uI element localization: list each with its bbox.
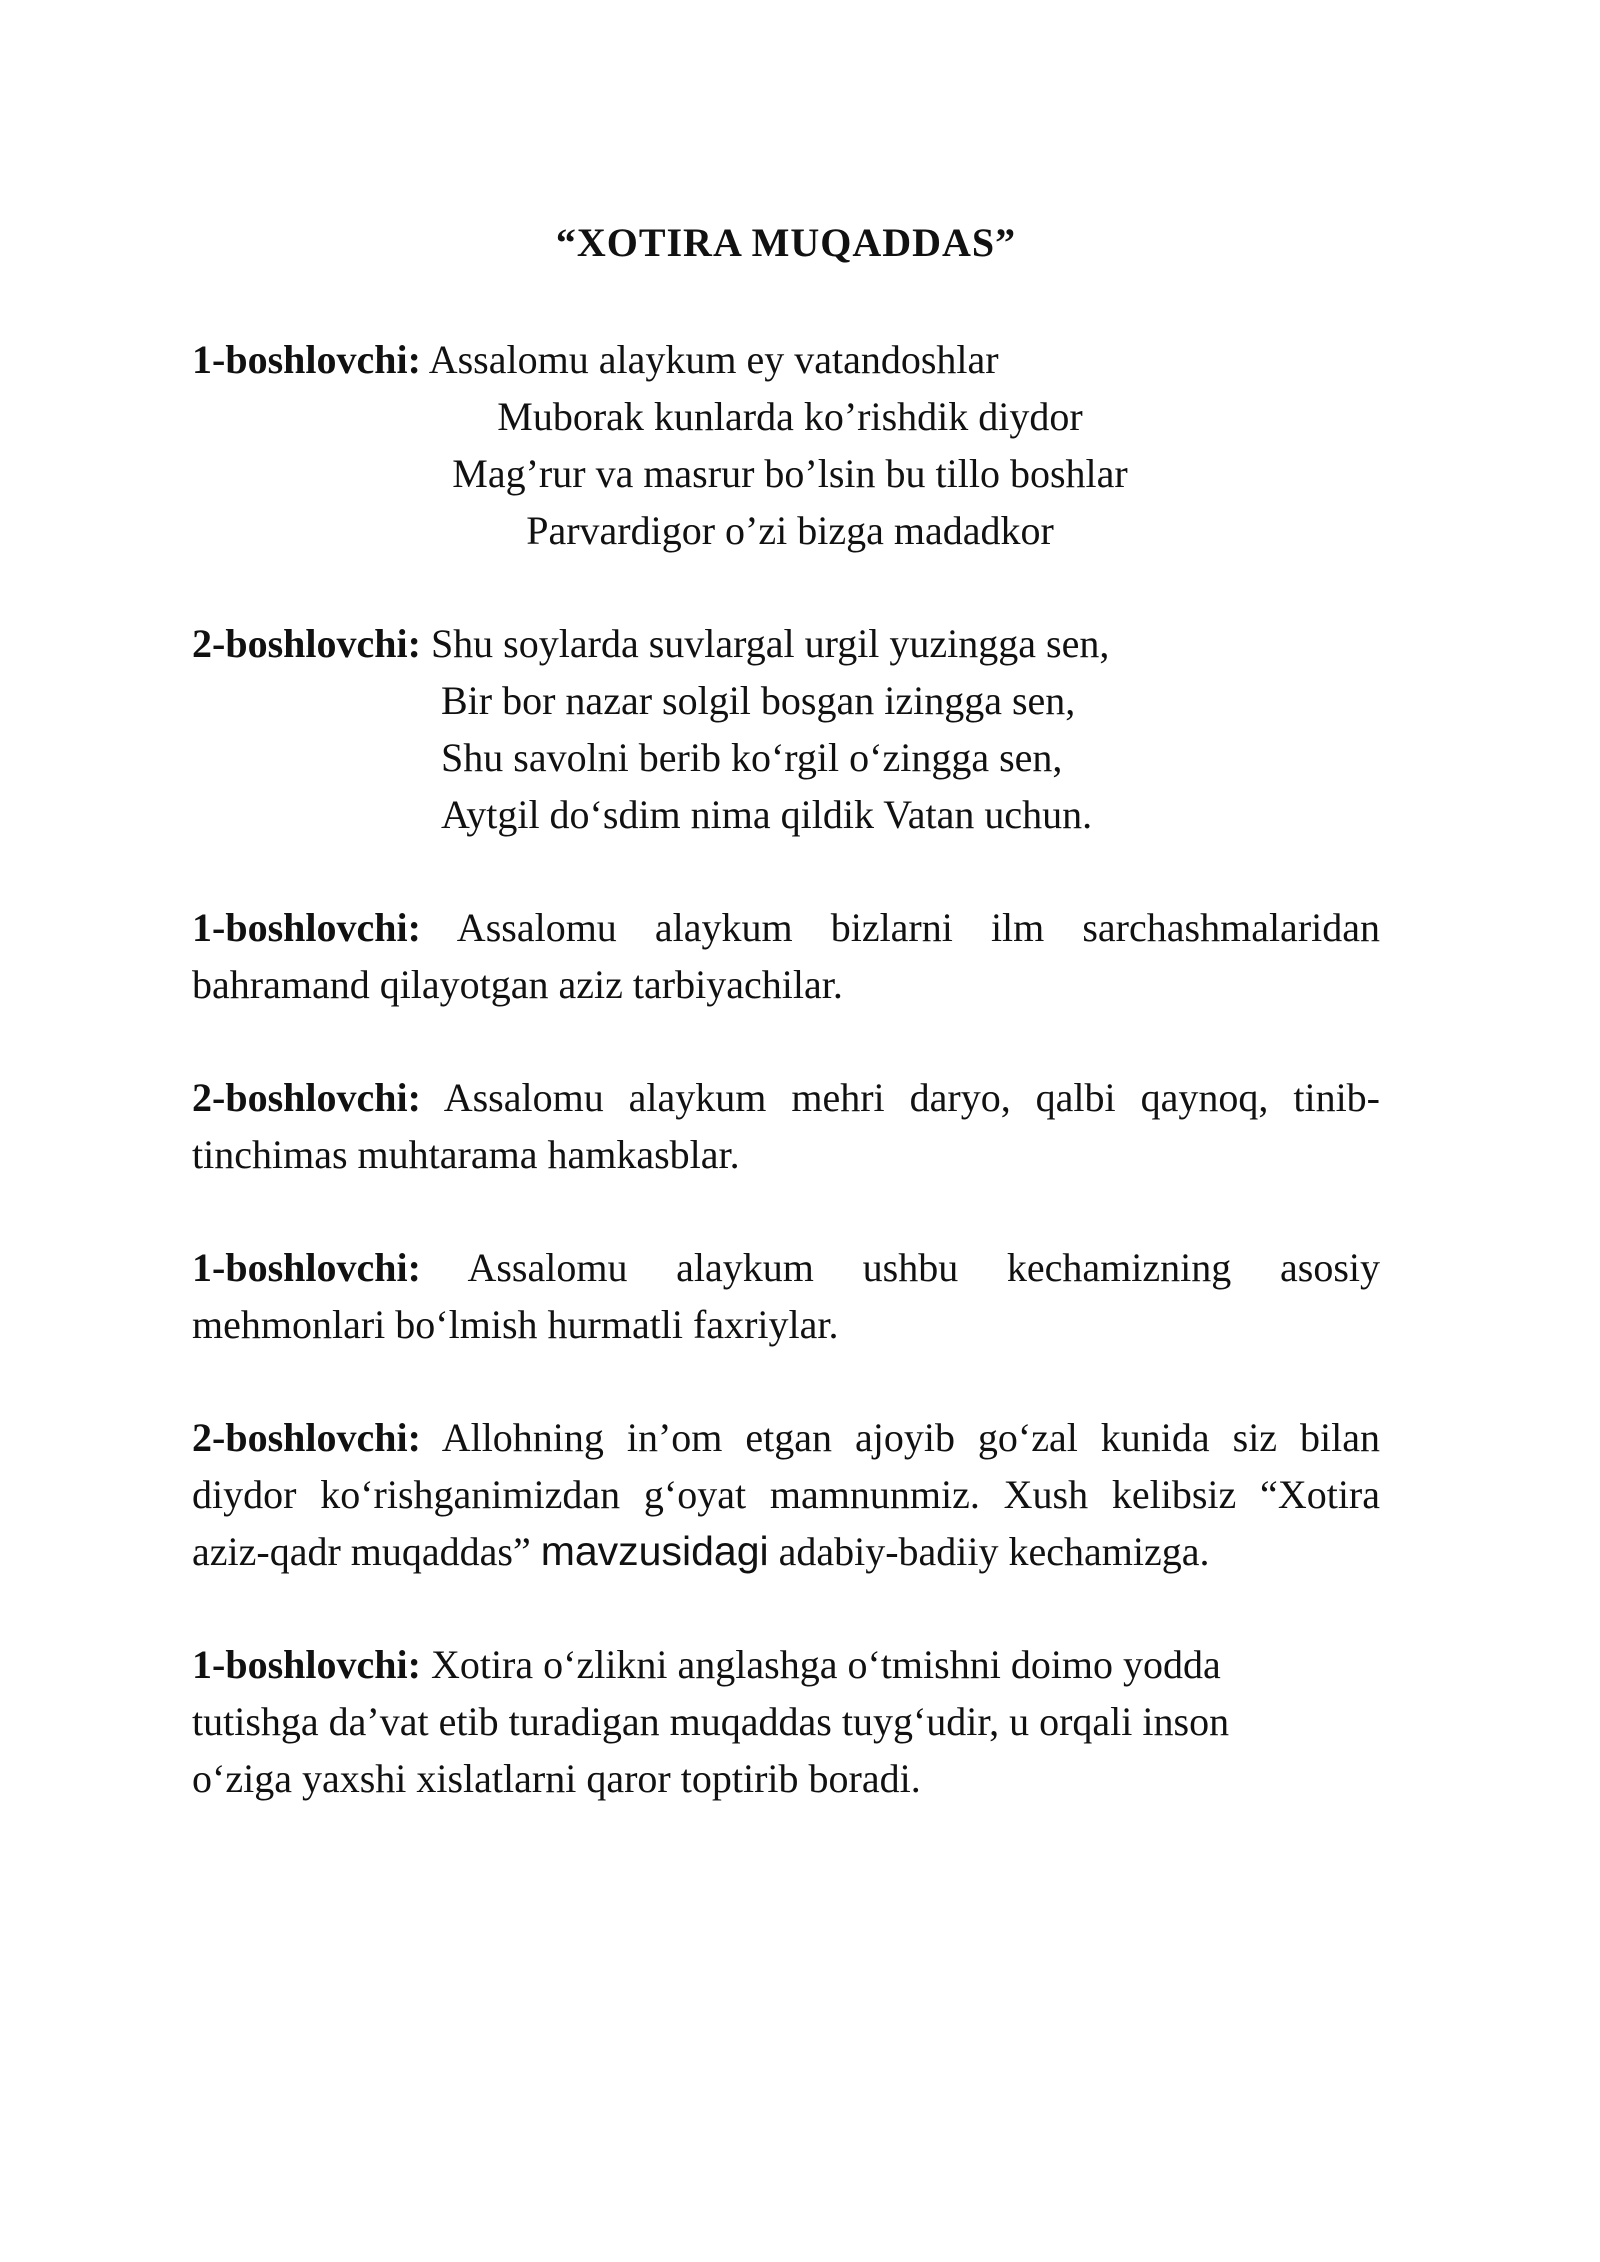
paragraph-text bbox=[192, 899, 1380, 1013]
paragraph-body: Allohning in’om etgan ajoyib go‘zal kunida siz bilan diydor ko‘rishganimizdan g‘oyat mamnunmiz. Xush kelibsiz “Xotira aziz-qadr muqaddas” bbox=[192, 1415, 1380, 1574]
verse-line: Bir bor nazar solgil bosgan izingga sen, bbox=[441, 678, 1076, 723]
document-title: “XOTIRA MUQADDAS” bbox=[555, 220, 1017, 265]
paragraph-body: adabiy-badiiy kechamizga. bbox=[768, 1529, 1210, 1574]
speaker-label: 2-boshlovchi: bbox=[192, 1415, 421, 1460]
paragraph-5 bbox=[192, 1239, 1380, 1353]
paragraph-body: Assalomu alaykum ushbu kechamizning asosiy mehmonlari bo‘lmish hurmatli faxriylar. bbox=[192, 1245, 1380, 1347]
verse-line: Mag’rur va masrur bo’lsin bu tillo boshlar bbox=[452, 451, 1128, 496]
verse-block-1 bbox=[192, 331, 1380, 559]
paragraph-line bbox=[192, 1636, 1380, 1693]
verse-line: Shu savolni berib ko‘rgil o‘zingga sen, bbox=[441, 735, 1063, 780]
verse-text: Shu soylarda suvlargal urgil yuzingga sen, bbox=[420, 621, 1110, 666]
speaker-label: 1-boshlovchi: bbox=[192, 1245, 421, 1290]
verse-line: Muborak kunlarda ko’rishdik diydor bbox=[497, 394, 1083, 439]
paragraph-6 bbox=[192, 1409, 1380, 1580]
verse-first-line bbox=[192, 615, 1380, 672]
paragraph-body: Assalomu alaykum mehri daryo, qalbi qaynoq, tinib-tinchimas muhtarama hamkasblar. bbox=[192, 1075, 1380, 1177]
paragraph-text bbox=[192, 1409, 1380, 1580]
verse-line: Parvardigor o’zi bizga madadkor bbox=[526, 508, 1054, 553]
speaker-label: 1-boshlovchi: bbox=[192, 905, 421, 950]
speaker-label: 1-boshlovchi: bbox=[192, 1642, 421, 1687]
paragraph-body: Assalomu alaykum bizlarni ilm sarchashmalaridan bahramand qilayotgan aziz tarbiyachilar. bbox=[192, 905, 1380, 1007]
paragraph-4 bbox=[192, 1069, 1380, 1183]
document-page bbox=[192, 214, 1380, 1863]
speaker-label: 2-boshlovchi: bbox=[192, 621, 421, 666]
speaker-label: 1-boshlovchi: bbox=[192, 337, 421, 382]
paragraph-line: tutishga da’vat etib turadigan muqaddas tuyg‘udir, u orqali inson bbox=[192, 1699, 1230, 1744]
verse-first-line bbox=[192, 331, 1380, 388]
verse-block-2 bbox=[192, 615, 1380, 843]
paragraph-body: Xotira o‘zlikni anglashga o‘tmishni doimo yodda bbox=[420, 1642, 1221, 1687]
verse-text: Assalomu alaykum ey vatandoshlar bbox=[420, 337, 999, 382]
paragraph-text bbox=[192, 1239, 1380, 1353]
paragraph-body-sans: mavzusidagi bbox=[540, 1528, 769, 1574]
paragraph-text bbox=[192, 1069, 1380, 1183]
paragraph-3 bbox=[192, 899, 1380, 1013]
paragraph-7 bbox=[192, 1636, 1380, 1807]
verse-line: Aytgil do‘sdim nima qildik Vatan uchun. bbox=[441, 792, 1093, 837]
speaker-label: 2-boshlovchi: bbox=[192, 1075, 421, 1120]
paragraph-line: o‘ziga yaxshi xislatlarni qaror toptirib boradi. bbox=[192, 1756, 921, 1801]
